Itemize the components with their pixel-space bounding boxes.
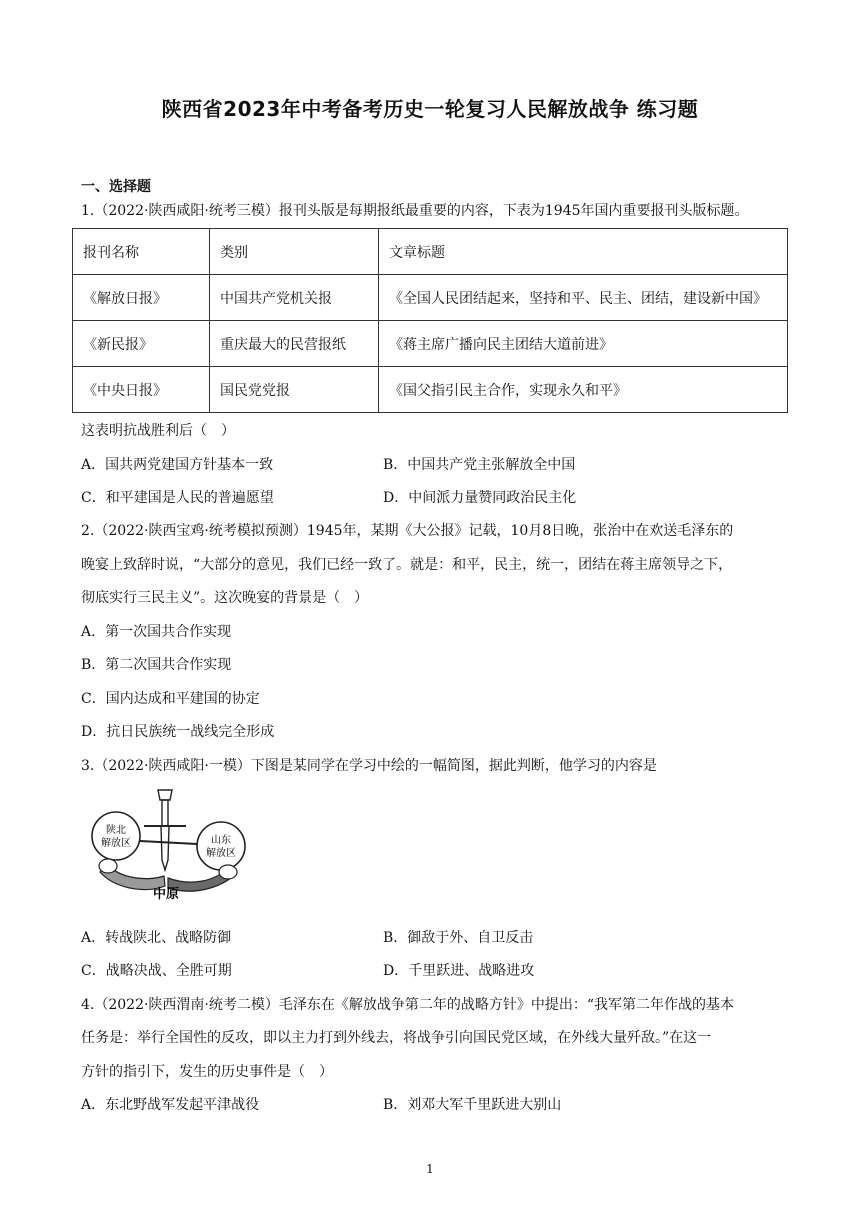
q2-stem-line: 晚宴上致辞时说，“大部分的意见，我们已经一致了。就是：和平，民主，统一，团结在蒋主席领导之下， — [81, 557, 733, 573]
table-cell: 《新民报》 — [73, 321, 210, 367]
q1-stem: 1.（2022·陕西咸阳·统考三模）报刊头版是每期报纸最重要的内容，下表为1945年国内重要报刊头版标题。 — [81, 203, 749, 219]
q1-option-c: C．和平建国是人民的普遍愿望 — [81, 490, 274, 506]
q2-option-d: D．抗日民族统一战线完全形成 — [81, 724, 275, 740]
table-header-cell: 类别 — [210, 229, 379, 275]
q4-option-b: B．刘邓大军千里跃进大别山 — [383, 1097, 562, 1113]
q4-stem-line: 任务是：举行全国性的反攻，即以主力打到外线去，将战争引向国民党区域，在外线大量歼敌。”在这一 — [81, 1030, 712, 1046]
page-title: 陕西省2023年中考备考历史一轮复习人民解放战争 练习题 — [161, 97, 699, 121]
q2-option-b: B．第二次国共合作实现 — [81, 657, 232, 673]
left-circle-label-2: 解放区 — [101, 838, 131, 849]
q3-option-b: B．御敌于外、自卫反击 — [383, 930, 534, 946]
table-cell: 《解放日报》 — [73, 275, 210, 321]
table-row — [73, 321, 788, 367]
q2-stem-line: 2.（2022·陕西宝鸡·统考模拟预测）1945年，某期《大公报》记载，10月8日晚，张治中在欢送毛泽东的 — [81, 523, 734, 539]
table-cell: 《中央日报》 — [73, 367, 210, 413]
table-cell: 《国父指引民主合作，实现永久和平》 — [379, 367, 788, 413]
q2-stem-line: 彻底实行三民主义”。这次晚宴的背景是（ ） — [81, 590, 369, 606]
q2-option-a: A．第一次国共合作实现 — [81, 624, 232, 640]
table-header-cell: 报刊名称 — [73, 229, 210, 275]
page-number: 1 — [426, 1162, 434, 1176]
table-cell: 《全国人民团结起来，坚持和平、民主、团结，建设新中国》 — [379, 275, 788, 321]
q3-option-c: C．战略决战、全胜可期 — [81, 963, 232, 979]
q2-option-c: C．国内达成和平建国的协定 — [81, 691, 260, 707]
table-cell: 中国共产党机关报 — [210, 275, 379, 321]
table-cell: 国民党党报 — [210, 367, 379, 413]
right-circle-label-2: 解放区 — [206, 848, 236, 859]
q1-option-d: D．中间派力量赞同政治民主化 — [383, 490, 577, 506]
table-cell: 重庆最大的民营报纸 — [210, 321, 379, 367]
q4-stem-line: 方针的指引下，发生的历史事件是（ ） — [81, 1064, 333, 1080]
left-circle-label-1: 陕北 — [106, 825, 126, 836]
q4-option-a: A．东北野战军发起平津战役 — [81, 1097, 260, 1113]
table-cell: 《蒋主席广播向民主团结大道前进》 — [379, 321, 788, 367]
table-header-row — [73, 229, 788, 275]
q3-option-d: D．千里跃进、战略进攻 — [383, 963, 535, 979]
q3-strategy-diagram — [86, 786, 282, 916]
q3-stem: 3.（2022·陕西咸阳·一模）下图是某同学在学习中绘的一幅简图，据此判断，他学习的内容是 — [81, 758, 657, 774]
q1-after-text: 这表明抗战胜利后（ ） — [81, 423, 235, 439]
q1-newspaper-table — [72, 228, 788, 413]
zhongyuan-label: 中原 — [152, 887, 180, 902]
q4-stem-line: 4.（2022·陕西渭南·统考二模）毛泽东在《解放战争第二年的战略方针》中提出：“我军第二年作战的基本 — [81, 997, 735, 1013]
right-circle-label-1: 山东 — [211, 835, 231, 846]
q3-option-a: A．转战陕北、战略防御 — [81, 930, 232, 946]
table-row — [73, 367, 788, 413]
q1-option-b: B．中国共产党主张解放全中国 — [383, 457, 576, 473]
table-header-cell: 文章标题 — [379, 229, 788, 275]
section-heading: 一、选择题 — [81, 179, 151, 195]
table-row — [73, 275, 788, 321]
q1-option-a: A．国共两党建国方针基本一致 — [81, 457, 274, 473]
